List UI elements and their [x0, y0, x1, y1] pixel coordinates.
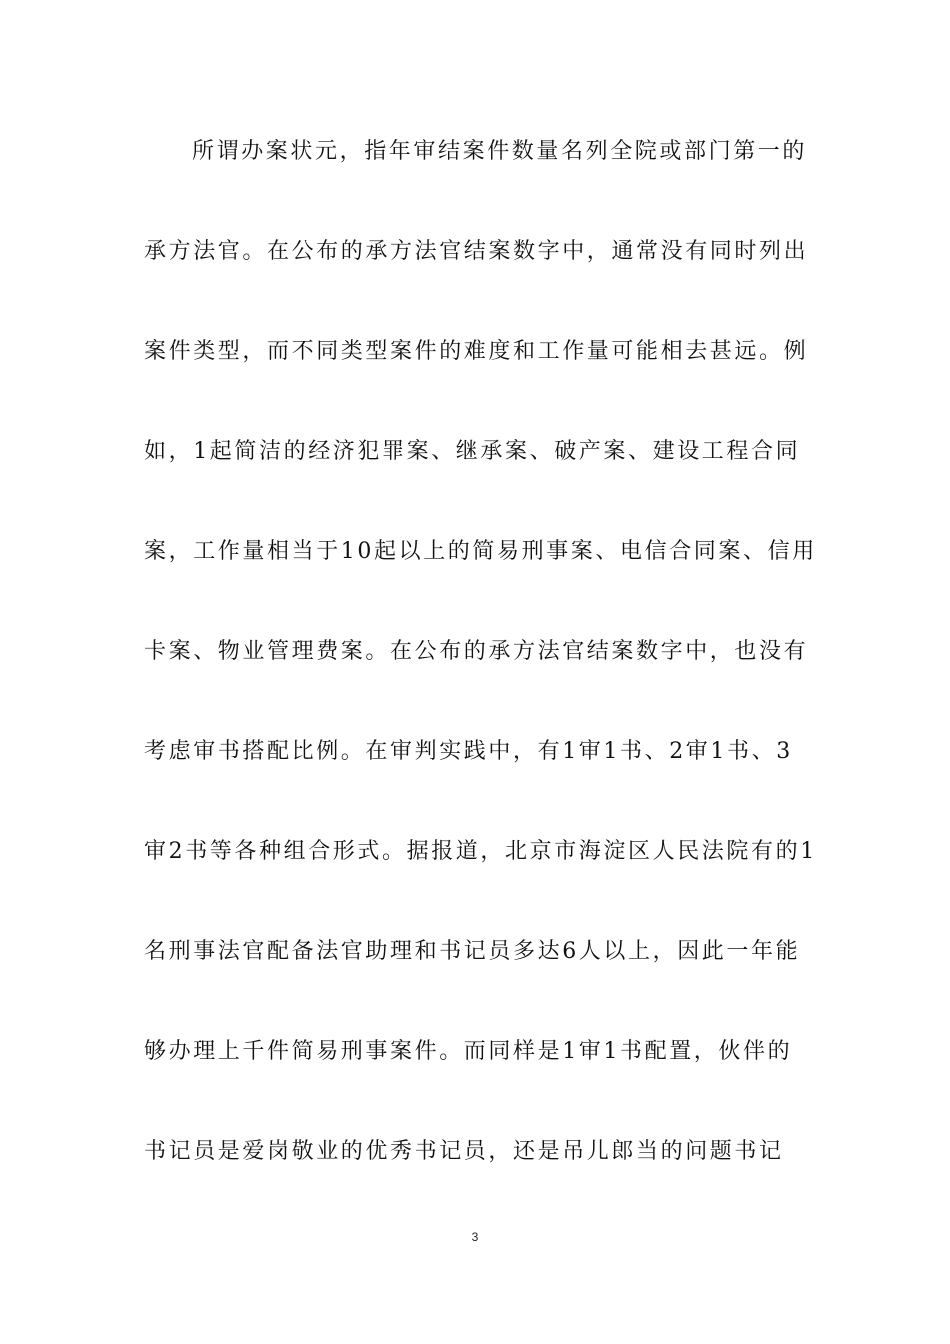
text-line: 名刑事法官配备法官助理和书记员多达6人以上，因此一年能: [144, 939, 801, 964]
text-line: 案，工作量相当于10起以上的简易刑事案、电信合同案、信用: [144, 539, 817, 564]
text-line: 书记员是爱岗敬业的优秀书记员，还是吊儿郎当的问题书记: [144, 1139, 784, 1164]
text-line: 卡案、物业管理费案。在公布的承方法官结案数字中，也没有: [144, 639, 809, 664]
text-line: 案件类型，而不同类型案件的难度和工作量可能相去甚远。例: [144, 339, 809, 364]
text-line: 审2书等各种组合形式。据报道，北京市海淀区人民法院有的1: [144, 839, 817, 864]
text-line: 承方法官。在公布的承方法官结案数字中，通常没有同时列出: [144, 239, 809, 264]
text-line: 考虑审书搭配比例。在审判实践中，有1审1书、2审1书、3: [144, 739, 793, 764]
text-line: 如，1起简洁的经济犯罪案、继承案、破产案、建设工程合同: [144, 439, 801, 464]
body-text: [144, 130, 816, 1230]
text-line: 够办理上千件简易刑事案件。而同样是1审1书配置，伙伴的: [144, 1039, 793, 1064]
page-number: 3: [471, 1230, 479, 1244]
text-line: 所谓办案状元，指年审结案件数量名列全院或部门第一的: [192, 139, 808, 164]
